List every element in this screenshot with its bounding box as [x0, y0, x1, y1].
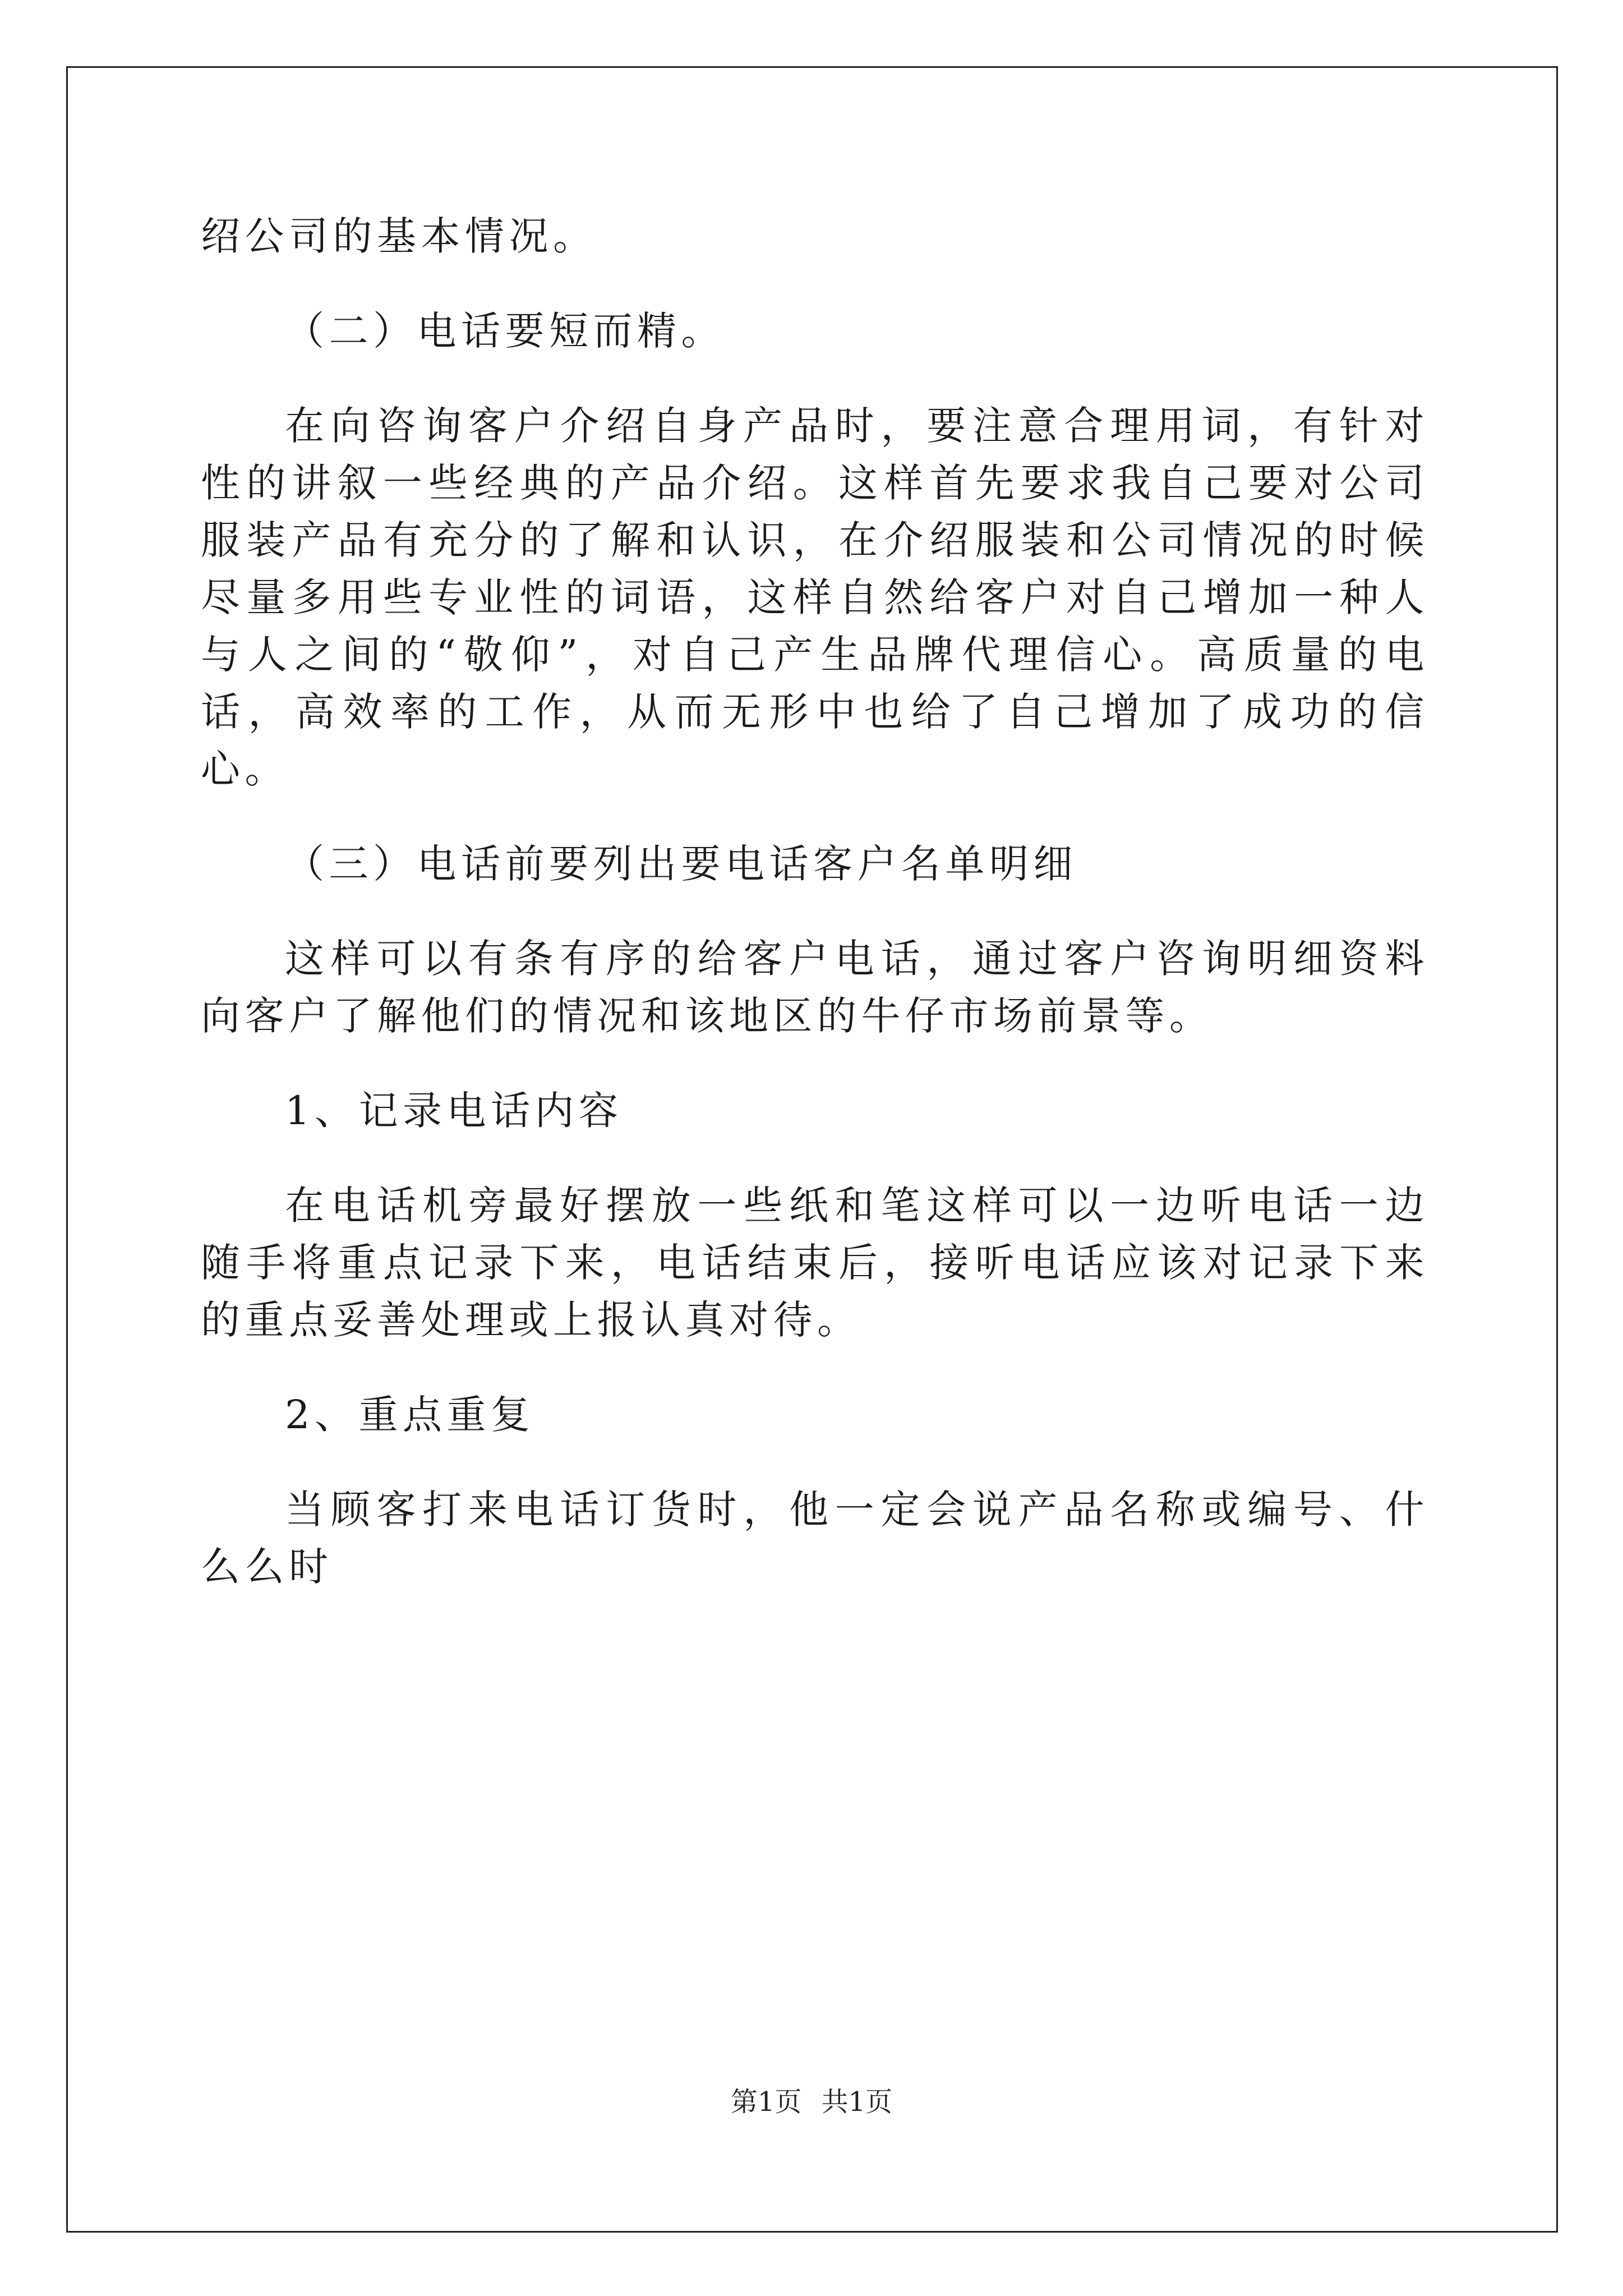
paragraph-8-heading: 2、重点重复 — [285, 1392, 535, 1438]
paragraph-6-heading: 1、记录电话内容 — [285, 1088, 623, 1134]
page-footer — [0, 2080, 1623, 2119]
paragraph-2-heading: （二）电话要短而精。 — [285, 308, 725, 354]
paragraph-4-heading: （三）电话前要列出要电话客户名单明细 — [285, 841, 1077, 887]
page-total: 共1页 — [821, 2086, 893, 2118]
page-number: 第1页 — [730, 2086, 802, 2118]
paragraph-5: 这样可以有条有序的给客户电话，通过客户咨询明细资料向客户了解他们的情况和该地区的牛仔市场前景等。 — [201, 936, 1429, 1039]
paragraph-9: 当顾客打来电话订货时，他一定会说产品名称或编号、什么么时 — [201, 1487, 1429, 1590]
document-body — [201, 208, 1429, 1633]
paragraph-3: 在向咨询客户介绍自身产品时，要注意合理用词，有针对性的讲叙一些经典的产品介绍。这样首先要求我自己要对公司服装产品有充分的了解和认识，在介绍服装和公司情况的时候尽量多用些专业性的词语，这样自然给客户对自己增加一种人与人之间的“敬仰”，对自己产生品牌代理信心。高质量的电话，高效率的工作，从而无形中也给了自己增加了成功的信心。 — [201, 403, 1429, 792]
paragraph-1: 绍公司的基本情况。 — [201, 213, 597, 259]
paragraph-7: 在电话机旁最好摆放一些纸和笔这样可以一边听电话一边随手将重点记录下来，电话结束后，接听电话应该对记录下来的重点妥善处理或上报认真对待。 — [201, 1182, 1429, 1343]
